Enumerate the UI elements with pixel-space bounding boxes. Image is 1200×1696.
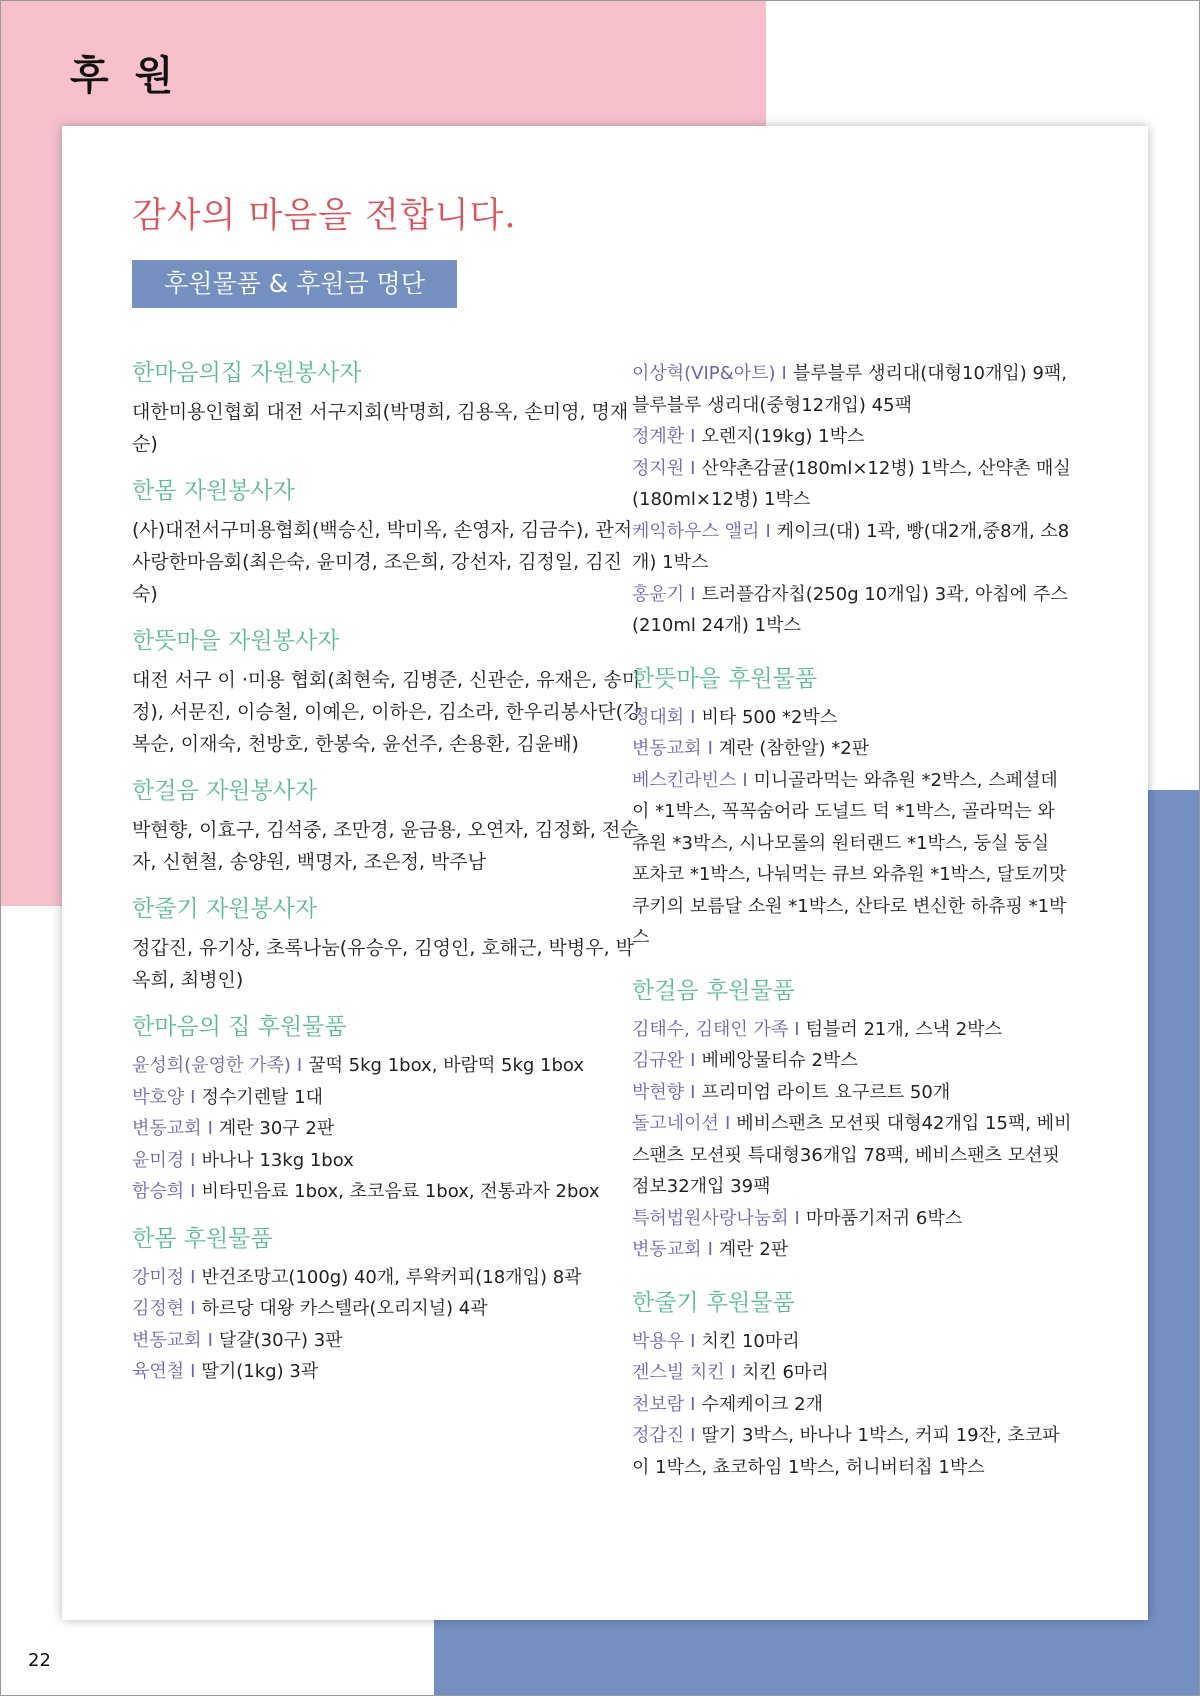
- donor-name: 정갑진: [632, 1425, 685, 1446]
- donor-name: 김규완: [632, 1050, 685, 1071]
- volunteer-group: [132, 626, 642, 760]
- donor-name: 김정현: [132, 1298, 185, 1319]
- donated-items: 수제케이크 2개: [701, 1393, 823, 1415]
- handdeut-goods-group: [632, 664, 1072, 954]
- donated-items: 블루블루 생리대(대형10개입) 9팩, 블루블루 생리대(중형12개입) 45팩: [632, 363, 1068, 416]
- group-title: 한뜻마을 후원물품: [632, 665, 818, 692]
- separator: I: [190, 1149, 196, 1171]
- page-number: 22: [28, 1650, 51, 1671]
- group-title: 한걸음 자원봉사자: [132, 778, 318, 804]
- subtitle-bar: 후원물품 & 후원금 명단: [132, 260, 457, 308]
- separator: I: [190, 1298, 196, 1319]
- group-title: 한걸음 후원물품: [632, 977, 795, 1004]
- group-title: 한몸 후원물품: [132, 1225, 273, 1252]
- donated-items: 베베앙물티슈 2박스: [701, 1050, 858, 1071]
- donated-items: 정수기렌탈 1대: [201, 1086, 323, 1108]
- separator: I: [707, 1239, 713, 1260]
- donation-entry: [632, 579, 1072, 642]
- donated-items: 오렌지(19kg) 1박스: [701, 426, 865, 447]
- donated-items: 딸기(1kg) 3곽: [201, 1361, 319, 1382]
- donation-entry: [632, 453, 1072, 516]
- donated-items: 프리미엄 라이트 요구르트 50개: [701, 1081, 951, 1103]
- separator: I: [724, 1113, 731, 1134]
- group-title: 한뜻마을 자원봉사자: [132, 628, 340, 654]
- separator: I: [190, 1086, 196, 1108]
- separator: I: [690, 1425, 696, 1446]
- separator: I: [742, 769, 748, 791]
- donated-items: 케이크(대) 1곽, 빵(대2개,중8개, 소8개) 1박스: [632, 520, 1070, 573]
- volunteer-group: [132, 776, 642, 878]
- donor-name: 홍윤기: [632, 583, 685, 605]
- separator: I: [690, 706, 696, 728]
- donated-items: 치킨 10마리: [701, 1330, 800, 1352]
- separator: I: [794, 1018, 800, 1040]
- donor-name: 육연철: [132, 1361, 185, 1382]
- donation-entry: [132, 1262, 642, 1294]
- donation-entry: [632, 1389, 1072, 1421]
- group-title: 한몸 자원봉사자: [132, 478, 295, 504]
- donated-items: 바나나 13kg 1box: [201, 1149, 354, 1171]
- donation-entry: [632, 1077, 1072, 1109]
- donor-name: 박호양: [132, 1086, 185, 1108]
- hanmom-goods-group: [132, 1224, 642, 1388]
- donor-name: 윤성희(윤영한 가족): [132, 1055, 291, 1076]
- donated-items: 미니골라먹는 와츄원 *2박스, 스페셜데이 *1박스, 꼭꼭숨어라 도널드 덕 *1박스, 골라먹는 와츄원 *3박스, 시나모롤의 원터랜드 *1박스, 둥실 둥실 포차코 *1박스, 나눠먹는 큐브 와츄원 *1박스, 달토끼맛쿠키의 보름달 소원 *1박스, 산타로 변신한 하츄핑 *1박스: [632, 769, 1067, 948]
- group-text: 대전 서구 이 ·미용 협회(최현숙, 김병준, 신관순, 유재은, 송미정), 서문진, 이승철, 이예은, 이하은, 김소라, 한우리봉사단(강복순, 이재숙, 천방호, 한봉숙, 윤선주, 손용환, 김윤배): [132, 669, 642, 755]
- hanmaeum-goods-group: [132, 1012, 642, 1208]
- separator: I: [190, 1266, 196, 1288]
- group-text: 대한미용인협회 대전 서구지회(박명희, 김용옥, 손미영, 명재순): [132, 401, 629, 455]
- donor-name: 이상혁(VIP&아트): [632, 363, 776, 384]
- donation-entry: [632, 1234, 1072, 1266]
- donor-name: 정대회: [632, 706, 685, 728]
- donor-name: 강미정: [132, 1266, 185, 1288]
- group-text: 박현향, 이효구, 김석중, 조만경, 윤금용, 오연자, 김정화, 전순자, 신현철, 송양원, 백명자, 조은정, 박주남: [132, 819, 639, 873]
- donation-entry: [132, 1293, 642, 1325]
- donation-entry: [632, 1045, 1072, 1077]
- donation-entry: [132, 1113, 642, 1145]
- donor-name: 김태수, 김태인 가족: [632, 1018, 789, 1040]
- donor-name: 정계환: [632, 426, 685, 447]
- donation-entry: [632, 1014, 1072, 1046]
- donated-items: 딸기 3박스, 바나나 1박스, 커피 19잔, 초코파이 1박스, 쵸코하임 1박스, 허니버터칩 1박스: [632, 1425, 1060, 1478]
- donated-items: 비타민음료 1box, 초코음료 1box, 전통과자 2box: [201, 1181, 600, 1202]
- separator: I: [730, 1362, 736, 1383]
- donated-items: 텀블러 21개, 스낵 2박스: [805, 1018, 1002, 1040]
- separator: I: [707, 738, 713, 759]
- donated-items: 비타 500 *2박스: [701, 706, 838, 728]
- group-title: 한마음의 집 후원물품: [132, 1014, 347, 1040]
- donation-entry: [132, 1145, 642, 1177]
- content-card: [62, 126, 1148, 1620]
- separator: I: [207, 1118, 213, 1139]
- donation-entry: [632, 421, 1072, 453]
- donation-entry: [632, 1108, 1072, 1203]
- donation-entry: [132, 1356, 642, 1388]
- separator: I: [765, 520, 771, 542]
- donated-items: 트러플감자칩(250g 10개입) 3곽, 아침에 주스(210ml 24개) 1박스: [632, 583, 1068, 636]
- donor-name: 함승희: [132, 1181, 185, 1202]
- donation-entry: [132, 1176, 642, 1208]
- donor-name: 베스킨라빈스: [632, 769, 737, 791]
- separator: I: [690, 1050, 696, 1071]
- separator: I: [690, 457, 696, 479]
- donor-name: 박현향: [632, 1081, 685, 1103]
- separator: I: [190, 1361, 196, 1382]
- donated-items: 꿀떡 5kg 1box, 바람떡 5kg 1box: [308, 1055, 585, 1076]
- donated-items: 치킨 6마리: [741, 1362, 829, 1383]
- donation-entry: [632, 733, 1072, 765]
- donor-name: 겐스빌 치킨: [632, 1362, 725, 1383]
- donated-items: 산약촌감귤(180ml×12병) 1박스, 산약촌 매실(180ml×12병) 1박스: [632, 457, 1071, 510]
- right-column: [632, 358, 1072, 1499]
- donation-entry: [632, 1420, 1072, 1483]
- donation-entry: [132, 1082, 642, 1114]
- group-text: (사)대전서구미용협회(백승신, 박미옥, 손영자, 김금수), 관저사랑한마음회(최은숙, 윤미경, 조은희, 강선자, 김정일, 김진숙): [132, 519, 633, 605]
- group-title: 한줄기 후원물품: [632, 1289, 795, 1316]
- donor-name: 케익하우스 앨리: [632, 520, 760, 542]
- separator: I: [690, 1081, 696, 1103]
- donation-entry: [632, 702, 1072, 734]
- donated-items: 마마품기저귀 6박스: [805, 1207, 963, 1229]
- donated-items: 계란 (참한알) *2판: [718, 738, 870, 759]
- section-title: 후 원: [70, 53, 180, 99]
- donor-name: 윤미경: [132, 1149, 185, 1171]
- donor-name: 박용우: [632, 1330, 685, 1352]
- donated-items: 달걀(30구) 3판: [218, 1329, 343, 1351]
- donation-entry: [632, 1326, 1072, 1358]
- donation-entry: [632, 765, 1072, 954]
- separator: I: [794, 1207, 800, 1229]
- hangeoreum-goods-group: [632, 976, 1072, 1266]
- donation-entry: [132, 1050, 642, 1082]
- donor-name: 변동교회: [632, 1239, 702, 1260]
- separator: I: [690, 1393, 696, 1415]
- donor-name: 천보람: [632, 1393, 685, 1415]
- donated-items: 베비스팬츠 모션핏 대형42개입 15팩, 베비스팬츠 모션핏 특대형36개입 78팩, 베비스팬츠 모션핏 점보32개입 39팩: [632, 1113, 1072, 1197]
- donation-entry: [132, 1325, 642, 1357]
- left-column: [132, 358, 642, 1404]
- donor-name: 특허법원사랑나눔회: [632, 1207, 789, 1229]
- group-title: 한줄기 자원봉사자: [132, 896, 318, 922]
- separator: I: [690, 426, 696, 447]
- volunteer-group: [132, 476, 642, 610]
- separator: I: [190, 1181, 196, 1202]
- donor-name: 변동교회: [132, 1329, 202, 1351]
- hanmom-goods-continued: [632, 358, 1072, 642]
- donated-items: 계란 30구 2판: [218, 1118, 335, 1139]
- donation-entry: [632, 516, 1072, 579]
- donor-name: 변동교회: [132, 1118, 202, 1139]
- separator: I: [207, 1329, 213, 1351]
- main-heading: 감사의 마음을 전합니다.: [132, 196, 517, 236]
- donated-items: 계란 2판: [718, 1239, 789, 1260]
- hanjulgi-goods-group: [632, 1288, 1072, 1484]
- donated-items: 하르당 대왕 카스텔라(오리지널) 4곽: [201, 1298, 488, 1319]
- volunteer-group: [132, 894, 642, 996]
- separator: I: [781, 363, 787, 384]
- separator: I: [690, 583, 696, 605]
- volunteer-group: [132, 358, 642, 460]
- donation-entry: [632, 1357, 1072, 1389]
- separator: I: [296, 1055, 303, 1076]
- separator: I: [690, 1330, 696, 1352]
- donor-name: 정지원: [632, 457, 685, 479]
- group-title: 한마음의집 자원봉사자: [132, 360, 362, 386]
- donor-name: 돌고네이션: [632, 1113, 719, 1134]
- donor-name: 변동교회: [632, 738, 702, 759]
- donation-entry: [632, 358, 1072, 421]
- donated-items: 반건조망고(100g) 40개, 루왁커피(18개입) 8곽: [201, 1266, 582, 1288]
- group-text: 정갑진, 유기상, 초록나눔(유승우, 김영인, 호해근, 박병우, 박옥희, 최병인): [132, 937, 635, 991]
- donation-entry: [632, 1203, 1072, 1235]
